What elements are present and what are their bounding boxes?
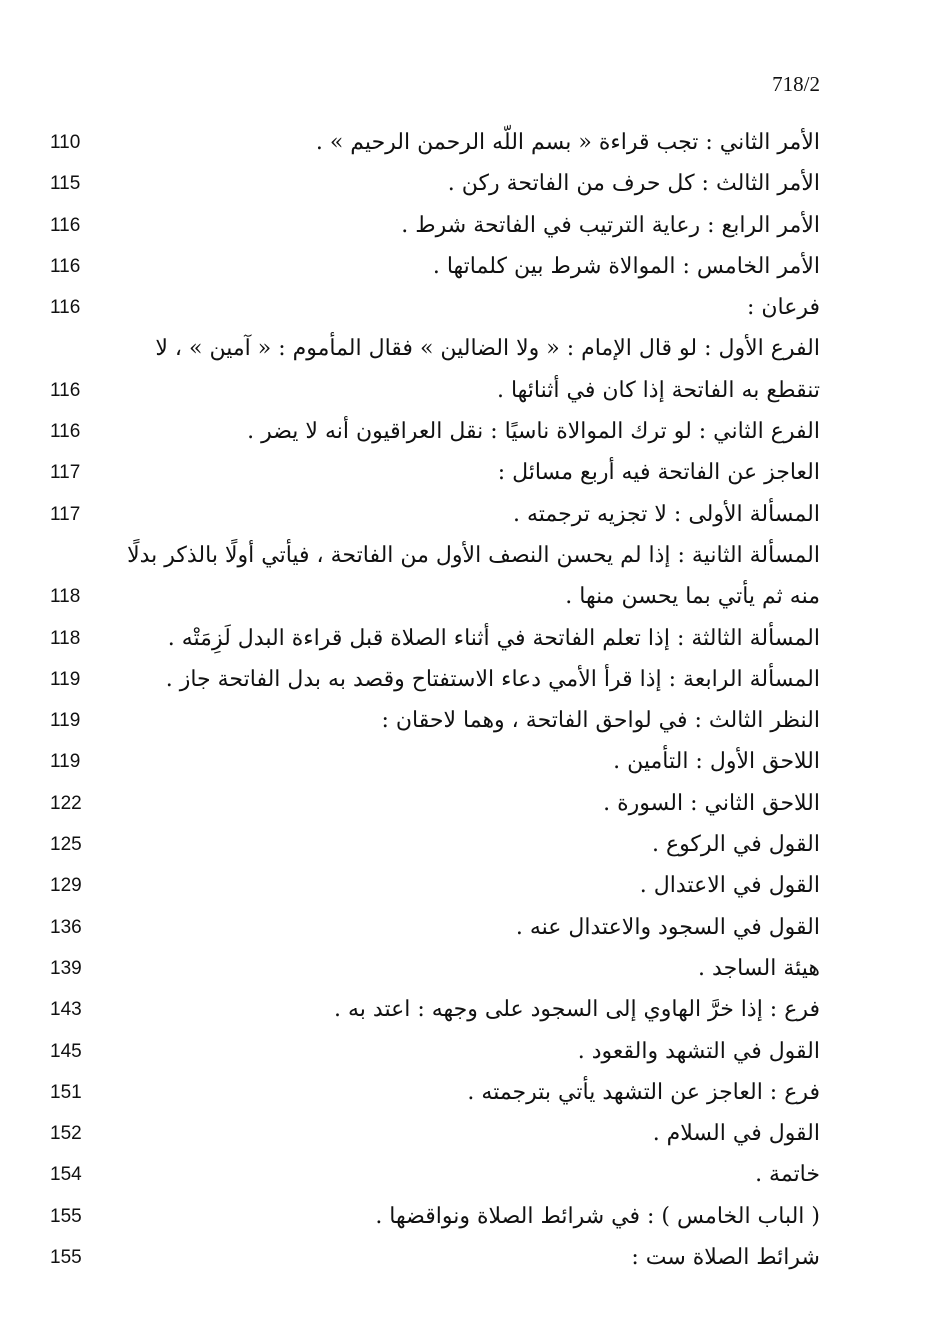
toc-entry	[40, 989, 820, 1030]
toc-entry-page-number: 116	[50, 214, 81, 236]
toc-entry-page-number: 122	[50, 792, 82, 814]
toc-entry	[40, 659, 820, 700]
toc-entry-title: خاتمة .	[755, 1162, 820, 1188]
toc-entry	[40, 618, 820, 659]
toc-entry-page-number: 143	[50, 999, 82, 1021]
toc-entry-page-number: 116	[50, 255, 81, 277]
toc-entry-page-number: 155	[50, 1205, 82, 1227]
toc-entry	[40, 535, 820, 618]
toc-entry	[40, 1031, 820, 1072]
toc-entry	[40, 1072, 820, 1113]
toc-entry-page-number: 119	[50, 668, 81, 690]
toc-entry-page-number: 136	[50, 916, 82, 938]
toc-entry-title: ( الباب الخامس ) : في شرائط الصلاة ونواقضها .	[375, 1203, 820, 1229]
toc-entry-title: الفرع الثاني : لو ترك الموالاة ناسيًا : نقل العراقيون أنه لا يضر .	[247, 419, 820, 445]
toc-entry-title: القول في السجود والاعتدال عنه .	[515, 914, 820, 940]
toc-entry-title: اللاحق الثاني : السورة .	[603, 790, 820, 816]
toc-entry-title: النظر الثالث : في لواحق الفاتحة ، وهما لاحقان :	[381, 708, 820, 734]
toc-entry-page-number: 139	[50, 957, 82, 979]
toc-entry-page-number: 117	[50, 503, 81, 525]
toc-entry-page-number: 119	[50, 710, 81, 732]
toc-entry-page-number: 119	[50, 751, 81, 773]
toc-entry-title: شرائط الصلاة ست :	[631, 1245, 820, 1271]
toc-entry	[40, 246, 820, 287]
toc-entry-page-number: 116	[50, 297, 81, 319]
toc-entry	[40, 494, 820, 535]
toc-entry	[40, 783, 820, 824]
toc-entry-page-number: 116	[50, 421, 81, 443]
toc-entry-title: المسألة الأولى : لا تجزيه ترجمته .	[513, 501, 820, 527]
toc-entry-title: الأمر الخامس : الموالاة شرط بين كلماتها .	[432, 253, 820, 279]
toc-entry-title: فرعان :	[746, 295, 820, 321]
toc-entry-title: الأمر الثالث : كل حرف من الفاتحة ركن .	[447, 171, 820, 197]
toc-entry	[40, 1113, 820, 1154]
toc-entry	[40, 824, 820, 865]
toc-entry	[40, 411, 820, 452]
toc-entry-page-number: 115	[50, 173, 81, 195]
toc-entry	[40, 122, 820, 163]
toc-entry-title: المسألة الثانية : إذا لم يحسن النصف الأول من الفاتحة ، فيأتي أولًا بالذكر بدلًا منه ثم يأتي بما يحسن منها .	[127, 542, 820, 610]
toc-entry-title: فرع : العاجز عن التشهد يأتي بترجمته .	[467, 1079, 820, 1105]
toc-entry-title: القول في الاعتدال .	[639, 873, 820, 899]
toc-entry-page-number: 151	[50, 1081, 82, 1103]
toc-entry	[40, 741, 820, 782]
toc-entry	[40, 700, 820, 741]
toc-entry-page-number: 125	[50, 834, 82, 856]
toc-entry-title: القول في الركوع .	[651, 832, 820, 858]
toc-entry-page-number: 118	[50, 627, 81, 649]
toc-entry-page-number: 152	[50, 1123, 82, 1145]
toc-entry-page-number: 116	[50, 379, 81, 401]
toc-entry-title: فرع : إذا خرَّ الهاوي إلى السجود على وجهه : اعتد به .	[334, 997, 820, 1023]
toc-entry-title: الفرع الأول : لو قال الإمام : « ولا الضالين » فقال المأموم : « آمين » ، لا تنقطع به الفاتحة إذا كان في أثنائها .	[155, 336, 820, 403]
toc-entry-title: هيئة الساجد .	[698, 955, 820, 981]
toc-entry-page-number: 110	[50, 132, 81, 153]
page-reference: 718/2	[772, 72, 820, 96]
toc-entry-title: الأمر الثاني : تجب قراءة « بسم اللّه الرحمن الرحيم » .	[315, 130, 820, 155]
toc-entry-title: المسألة الرابعة : إذا قرأ الأمي دعاء الاستفتاح وقصد به بدل الفاتحة جاز .	[165, 666, 820, 692]
toc-entry	[40, 287, 820, 328]
toc-entry	[40, 205, 820, 246]
toc-entry-page-number: 145	[50, 1040, 82, 1062]
toc-entry	[40, 1237, 820, 1278]
toc-entry	[40, 452, 820, 493]
toc-entry-title: العاجز عن الفاتحة فيه أربع مسائل :	[497, 460, 820, 486]
toc-entry	[40, 328, 820, 411]
toc-entry	[40, 907, 820, 948]
toc-entry-page-number: 154	[50, 1164, 82, 1186]
toc-entry	[40, 948, 820, 989]
toc-entry	[40, 865, 820, 906]
toc-entry	[40, 1154, 820, 1195]
toc-entry-page-number: 118	[50, 586, 81, 608]
toc-entry-page-number: 155	[50, 1247, 82, 1269]
toc-entry	[40, 163, 820, 204]
toc-entry-page-number: 129	[50, 875, 82, 897]
toc-entry-page-number: 117	[50, 462, 81, 484]
toc-entry-title: القول في التشهد والقعود .	[577, 1038, 820, 1064]
toc-entry-title: المسألة الثالثة : إذا تعلم الفاتحة في أثناء الصلاة قبل قراءة البدل لَزِمَتْه .	[167, 625, 820, 651]
table-of-contents	[40, 122, 820, 1278]
toc-entry-title: اللاحق الأول : التأمين .	[613, 749, 820, 775]
toc-entry-title: القول في السلام .	[652, 1121, 820, 1147]
toc-entry-title: الأمر الرابع : رعاية الترتيب في الفاتحة شرط .	[401, 212, 820, 238]
toc-entry	[40, 1196, 820, 1237]
